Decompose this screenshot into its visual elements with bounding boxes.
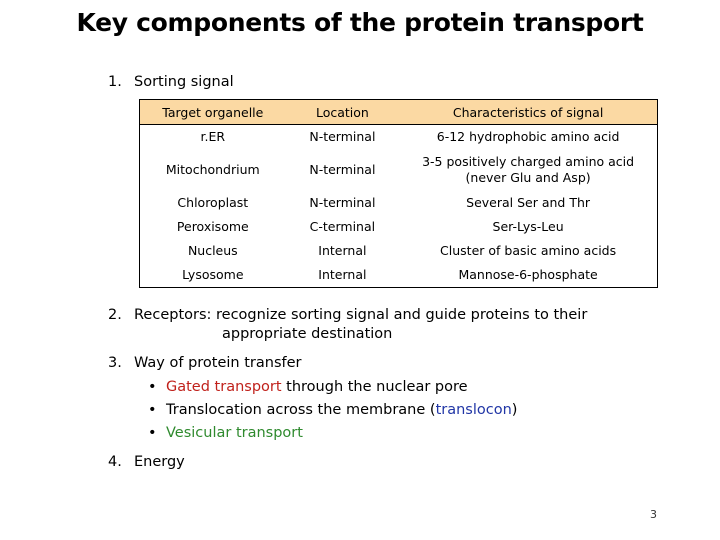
item-sorting-signal [108, 74, 234, 90]
cell-organelle: Nucleus [187, 243, 238, 258]
bullet-text: Translocation across the membrane ( [166, 402, 436, 418]
bullet-text: ) [511, 402, 518, 418]
item-receptors-continuation: appropriate destination [222, 326, 393, 342]
slide-title: Key components of the protein transport [76, 8, 644, 37]
header-target-organelle: Target organelle [140, 100, 286, 125]
transfer-bullets [148, 376, 517, 445]
highlight-gated-transport: Gated transport [166, 379, 282, 395]
item-receptors [108, 307, 587, 323]
cell-organelle: Lysosome [182, 267, 244, 282]
bullet-gated-transport [148, 376, 517, 399]
item-number: 3. [108, 355, 122, 371]
sorting-signal-table [139, 99, 658, 288]
table-row [140, 149, 658, 191]
table-row [140, 263, 658, 288]
bullet-text: through the nuclear pore [281, 379, 468, 395]
cell-signal: 6-12 hydrophobic amino acid [436, 129, 620, 144]
bullet-marker: • [148, 425, 157, 441]
item-text: Way of protein transfer [134, 355, 302, 371]
item-way-of-transfer [108, 355, 302, 371]
cell-organelle: Chloroplast [177, 195, 249, 210]
cell-location: N-terminal [309, 129, 376, 144]
cell-signal [399, 149, 657, 191]
table-row [140, 215, 658, 239]
item-text: Sorting signal [134, 74, 234, 90]
table-row [140, 239, 658, 263]
cell-signal-line: 3-5 positively charged amino acid [422, 154, 635, 169]
table-row [140, 191, 658, 215]
item-text: Energy [134, 454, 185, 470]
item-text: Receptors: recognize sorting signal and guide proteins to their [134, 307, 588, 323]
cell-location: Internal [318, 243, 367, 258]
cell-organelle: Mitochondrium [165, 162, 260, 177]
cell-location: N-terminal [309, 162, 376, 177]
header-characteristics: Characteristics of signal [399, 100, 657, 125]
page-number: 3 [650, 508, 657, 521]
highlight-translocon: translocon [435, 402, 512, 418]
cell-signal: Several Ser and Thr [466, 195, 591, 210]
highlight-vesicular-transport: Vesicular transport [166, 425, 303, 441]
item-energy [108, 454, 185, 470]
cell-signal: Ser-Lys-Leu [492, 219, 564, 234]
cell-signal-line: (never Glu and Asp) [465, 170, 591, 185]
cell-organelle: Peroxisome [176, 219, 249, 234]
table-header-row [140, 100, 658, 125]
item-number: 2. [108, 307, 122, 323]
cell-location: C-terminal [309, 219, 376, 234]
bullet-vesicular-transport [148, 422, 517, 445]
item-number: 4. [108, 454, 122, 470]
cell-signal: Cluster of basic amino acids [440, 243, 617, 258]
cell-location: Internal [318, 267, 367, 282]
header-location: Location [286, 100, 400, 125]
item-number: 1. [108, 74, 122, 90]
cell-location: N-terminal [309, 195, 376, 210]
bullet-translocation [148, 399, 517, 422]
cell-organelle: r.ER [200, 129, 226, 144]
table-row [140, 125, 658, 150]
bullet-marker: • [148, 379, 157, 395]
cell-signal: Mannose-6-phosphate [458, 267, 598, 282]
bullet-marker: • [148, 402, 157, 418]
